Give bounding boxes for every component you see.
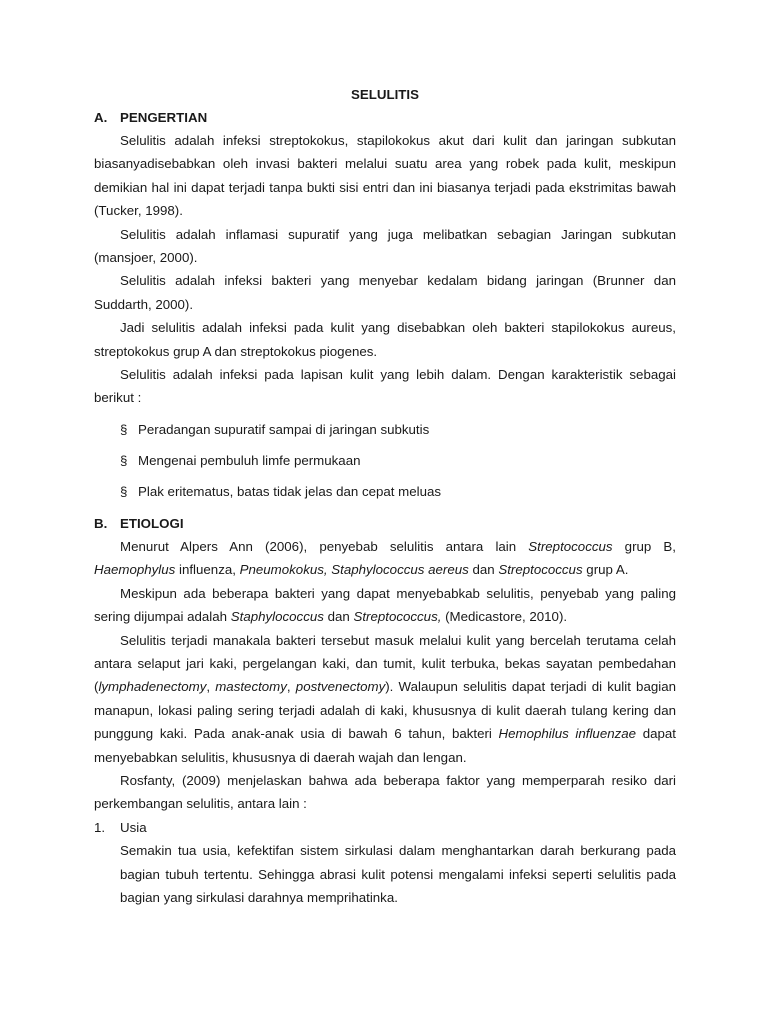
italic-term: lymphadenectomy [98,679,207,695]
item-description: Semakin tua usia, kefektifan sistem sirkulasi dalam menghantarkan darah berkurang pada bagian tubuh tertentu. Sehingga abrasi kulit potensi mengalami infeksi seperti selulitis pada bagian yang sirkulasi darahnya memprihatinka. [120,843,676,905]
section-number: A. [94,110,108,125]
italic-term: mastectomy [215,679,287,695]
paragraph: Selulitis adalah infeksi bakteri yang menyebar kedalam bidang jaringan (Brunner dan Suddarth, 2000). [94,273,676,312]
italic-term: Streptococcus [528,538,613,554]
italic-term: Haemophylus [94,562,176,578]
text-run: dan [323,609,354,625]
text-run: , [206,679,216,695]
text-run: grup A. [582,562,629,578]
text-run: grup B, [612,538,676,554]
bullet-icon: § [120,452,128,468]
list-item [120,451,676,471]
bullet-icon: § [120,421,128,437]
characteristics-list [94,420,676,502]
section-number: B. [94,515,108,531]
text-run: Menurut Alpers Ann (2006), penyebab selulitis antara lain [120,538,529,554]
text-run: (Medicastore, 2010). [441,609,568,625]
text-run: Meskipun ada beberapa bakteri yang dapat menyebabkab selulitis, penyebab yang paling sering dijumpai adalah [94,585,676,625]
italic-term: Pneumokokus, Staphylococcus aereus [239,562,469,578]
text-run: Selulitis terjadi manakala bakteri tersebut masuk melalui kulit yang bercelah terutama celah antara selaput jari kaki, pergelangan kaki, dan tumit, kulit terbuka, bekas sayatan pembedahan ( [94,632,676,695]
section-heading-etiologi [94,513,676,535]
paragraph: Jadi selulitis adalah infeksi pada kulit yang disebabkan oleh bakteri stapilokokus aureus, streptokokus grup A dan streptokokus piogenes. [94,320,676,359]
numbered-item-usia [94,816,676,839]
text-run: influenza, [175,562,240,578]
italic-term: Staphylococcus [230,609,324,625]
paragraph [94,535,676,582]
italic-term: Hemophilus influenzae [498,726,637,742]
text-run: , [286,679,296,695]
paragraph [94,582,676,629]
paragraph: Selulitis adalah infeksi streptokokus, stapilokokus akut dari kulit dan jaringan subkutan biasanyadisebabkan oleh invasi bakteri melalui suatu area yang robek pada kulit, meskipun demikian hal ini dapat terjadi tanpa bukti sisi entri dan ini biasanya terjadi pada ekstrimitas bawah (Tucker, 1998). [94,133,676,219]
list-item [120,420,676,440]
italic-term: Streptococcus, [353,609,442,625]
list-item-text: Mengenai pembuluh limfe permukaan [138,452,361,468]
italic-term: postvenectomy [295,679,386,695]
list-item-text: Peradangan supuratif sampai di jaringan subkutis [138,421,430,437]
list-item [120,482,676,502]
paragraph: Selulitis adalah infeksi pada lapisan kulit yang lebih dalam. Dengan karakteristik sebagai berikut : [94,367,676,406]
text-run: dan [468,562,499,578]
item-label: Usia [120,819,147,835]
section-label: ETIOLOGI [120,515,184,531]
text-run: dapat menyebabkan selulitis, khususnya di daerah wajah dan lengan. [94,726,677,765]
text-run: ). Walaupun selulitis dapat terjadi di kulit bagian manapun, lokasi paling sering terjadi adalah di kaki, khususnya di kulit daerah tulang kering dan punggung kaki. Pada anak-anak usia di bawah 6 tahun, bakteri [94,679,676,742]
bullet-icon: § [120,483,128,499]
paragraph: Rosfanty, (2009) menjelaskan bahwa ada beberapa faktor yang memperparah resiko dari perkembangan selulitis, antara lain : [94,772,676,812]
paragraph: Selulitis adalah inflamasi supuratif yang juga melibatkan sebagian Jaringan subkutan (mansjoer, 2000). [94,226,676,266]
paragraph [94,629,676,769]
document-title: SELULITIS [351,87,419,102]
section-label: PENGERTIAN [120,110,208,125]
item-number: 1. [94,819,106,835]
italic-term: Streptococcus [498,562,583,578]
list-item-text: Plak eritematus, batas tidak jelas dan cepat meluas [138,483,442,499]
section-heading-pengertian [94,107,676,129]
